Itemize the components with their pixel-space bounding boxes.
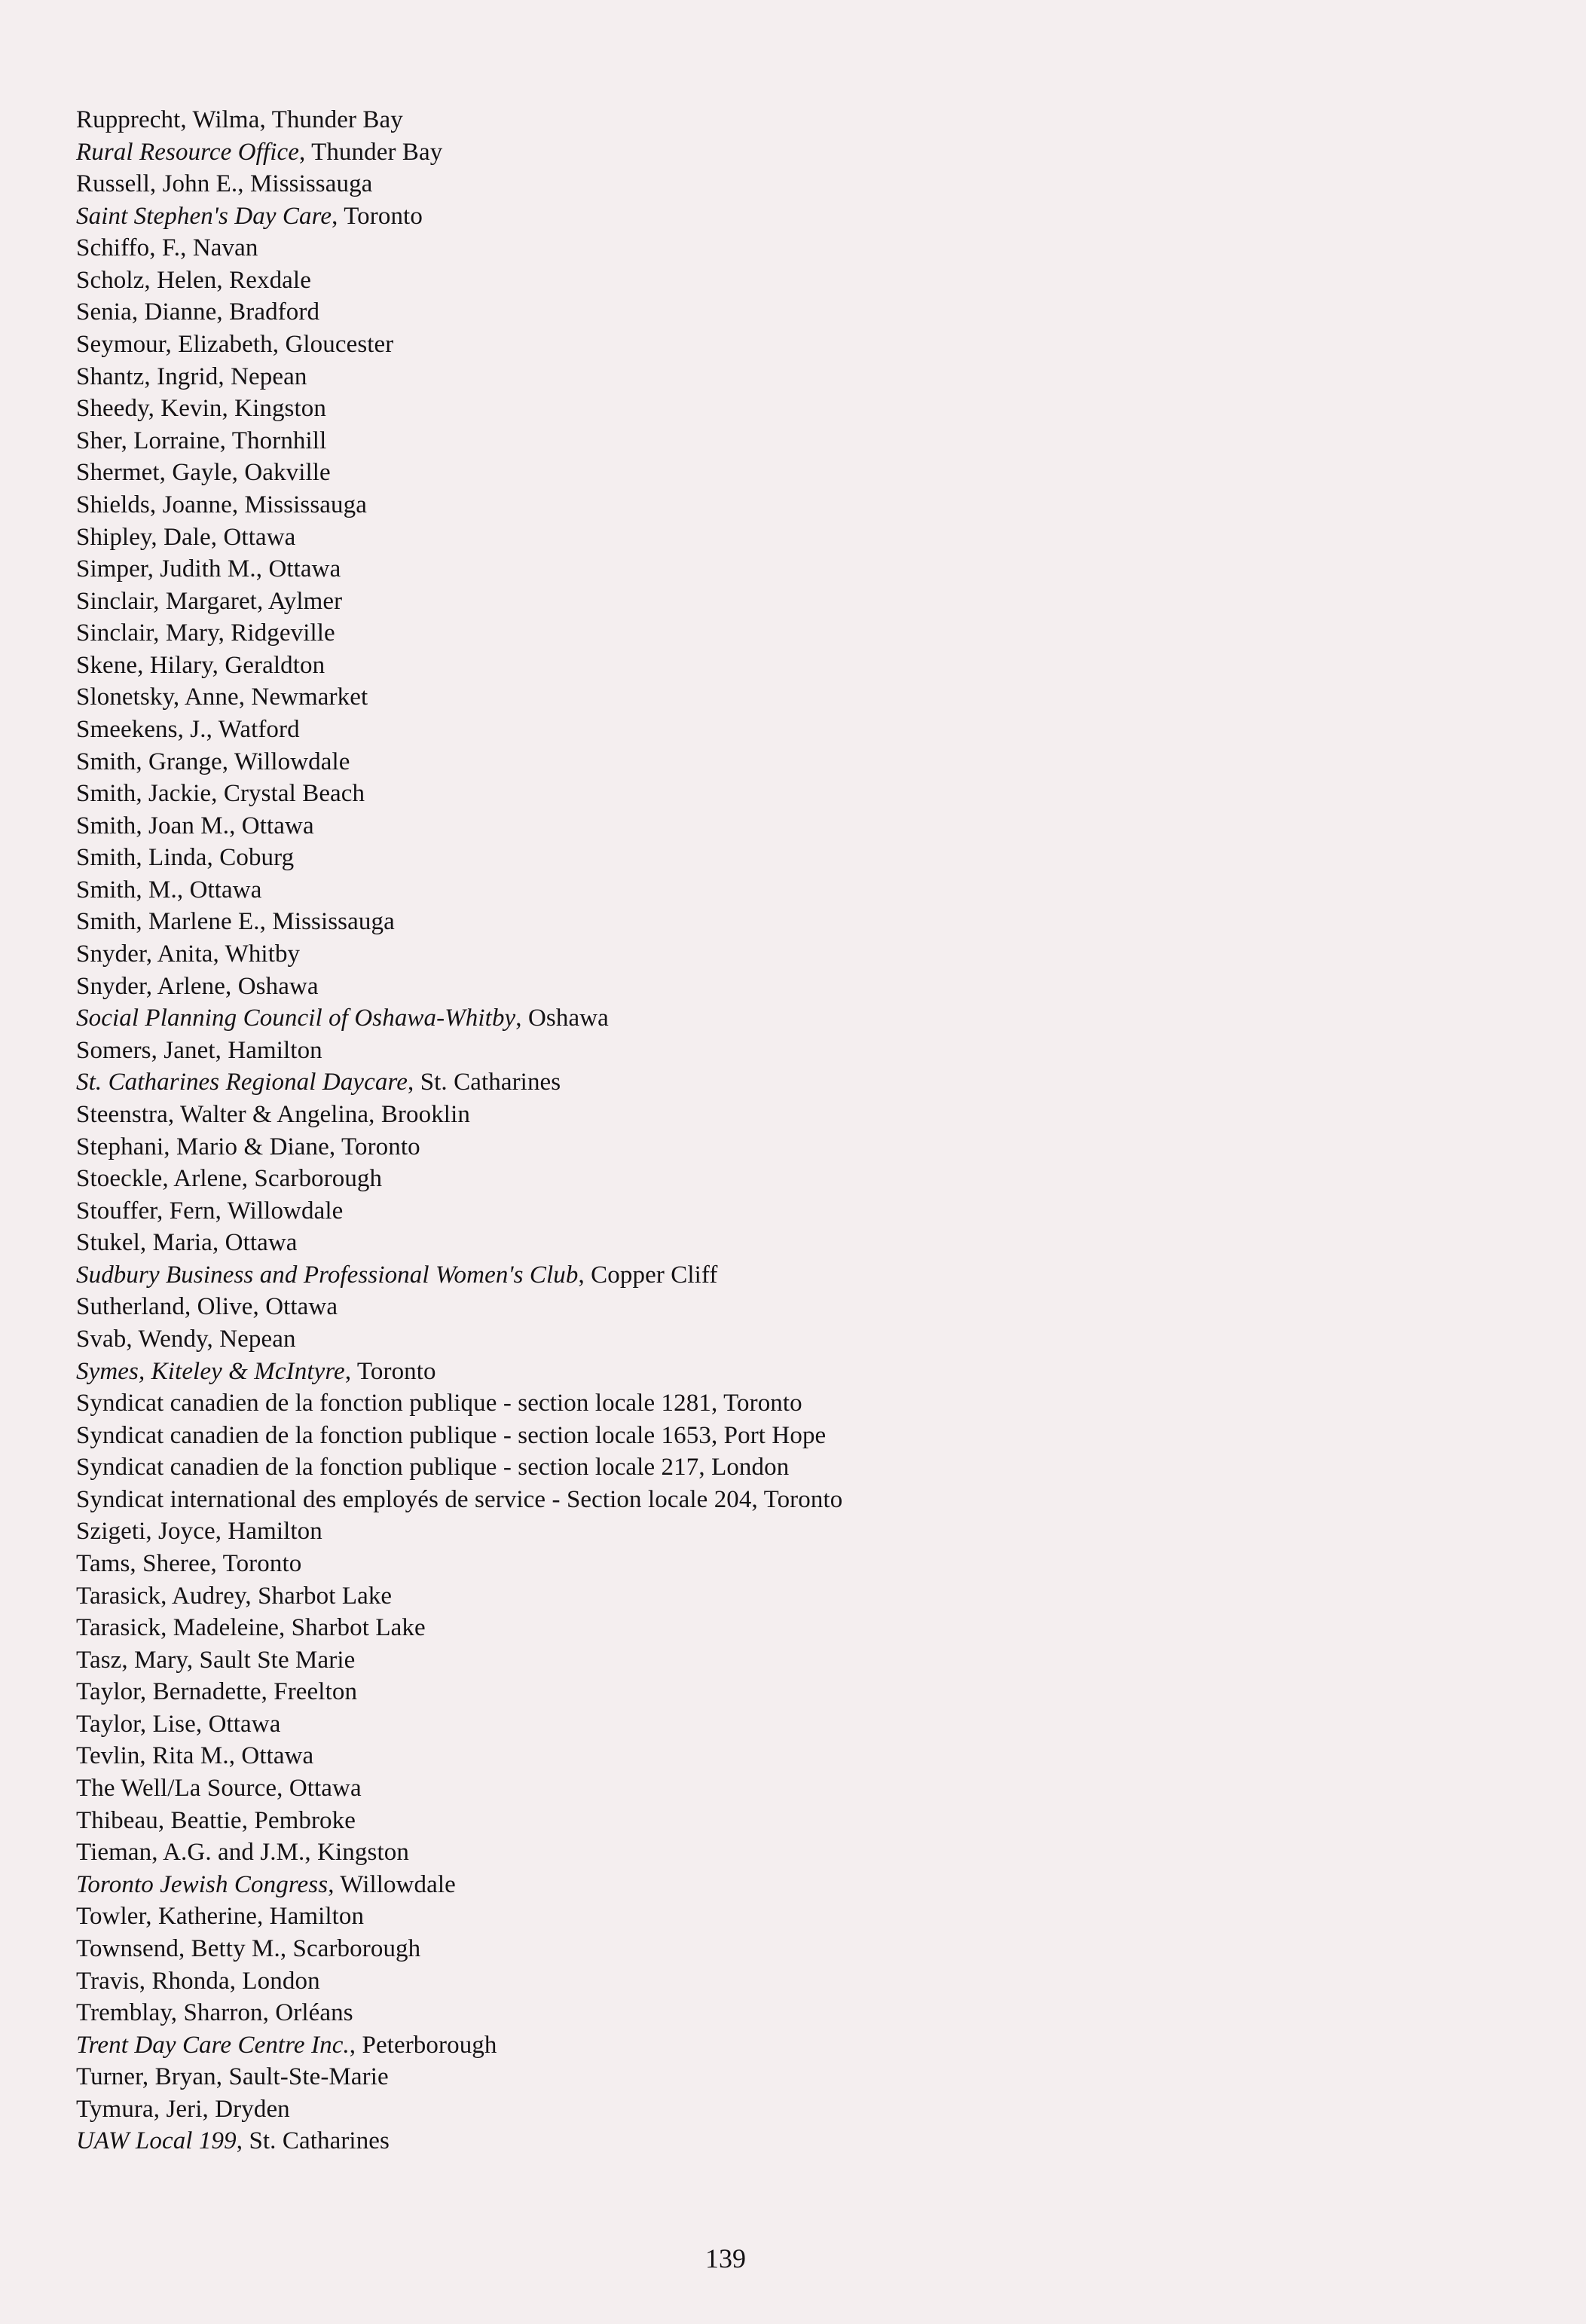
contributor-name: Syndicat canadien de la fonction publique - section locale 217 <box>76 1454 699 1482</box>
list-item: Stephani, Mario & Diane, Toronto <box>76 1133 420 1160</box>
contributor-name: Thibeau, Beattie <box>76 1806 242 1834</box>
contributor-location: Dryden <box>215 2095 290 2123</box>
list-item: Tremblay, Sharron, Orléans <box>76 1999 353 2027</box>
organization-name: Toronto Jewish Congress <box>76 1870 329 1898</box>
contributor-location: Ridgeville <box>231 619 335 647</box>
contributor-name: Schiffo, F. <box>76 234 181 262</box>
contributor-name: Smith, Grange <box>76 748 222 775</box>
contributor-name: Syndicat international des employés de service - Section locale 204 <box>76 1485 752 1513</box>
contributor-location: Scarborough <box>292 1934 421 1962</box>
contributor-name: Stouffer, Fern <box>76 1197 215 1225</box>
contributor-location: Sharbot Lake <box>291 1614 426 1642</box>
list-item: Toronto Jewish Congress, Willowdale <box>76 1870 456 1898</box>
contributor-location: St. Catharines <box>420 1069 561 1096</box>
contributor-location: Whitby <box>225 940 301 968</box>
list-item: Snyder, Anita, Whitby <box>76 940 301 968</box>
contributor-name: Stephani, Mario & Diane <box>76 1133 329 1160</box>
list-item: Scholz, Helen, Rexdale <box>76 266 311 294</box>
list-item: Stoeckle, Arlene, Scarborough <box>76 1165 383 1193</box>
list-item: Trent Day Care Centre Inc., Peterborough <box>76 2031 497 2059</box>
contributor-name: Syndicat canadien de la fonction publique - section locale 1653 <box>76 1421 711 1449</box>
contributor-name: Sinclair, Margaret <box>76 587 257 615</box>
list-item: Snyder, Arlene, Oshawa <box>76 972 319 1000</box>
contributor-name: The Well/La Source <box>76 1775 277 1803</box>
list-item: Symes, Kiteley & McIntyre, Toronto <box>76 1357 436 1385</box>
contributor-location: Kingston <box>317 1839 409 1867</box>
contributor-location: Nepean <box>219 1325 296 1353</box>
contributor-name: Sutherland, Olive <box>76 1293 253 1321</box>
contributor-location: London <box>242 1967 320 1995</box>
list-item: Simper, Judith M., Ottawa <box>76 555 341 583</box>
list-item: Sheedy, Kevin, Kingston <box>76 395 326 423</box>
contributor-location: Willowdale <box>227 1197 344 1225</box>
contributor-name: Smith, Linda <box>76 844 207 872</box>
contributor-name: Tarasick, Madeleine <box>76 1614 279 1642</box>
list-item: Sudbury Business and Professional Women's Club, Copper Cliff <box>76 1261 718 1289</box>
organization-name: Social Planning Council of Oshawa-Whitby <box>76 1005 516 1032</box>
contributor-name: Shantz, Ingrid <box>76 362 218 390</box>
contributor-list <box>76 104 1131 2157</box>
list-item: Schiffo, F., Navan <box>76 234 258 262</box>
list-item: Shantz, Ingrid, Nepean <box>76 362 307 390</box>
contributor-location: Hamilton <box>228 1518 322 1546</box>
contributor-name: Scholz, Helen <box>76 266 217 294</box>
contributor-name: Skene, Hilary <box>76 651 212 679</box>
contributor-location: Navan <box>192 234 258 262</box>
list-item: Rupprecht, Wilma, Thunder Bay <box>76 106 403 133</box>
list-item: Travis, Rhonda, London <box>76 1967 320 1995</box>
contributor-location: Toronto <box>763 1485 843 1513</box>
contributor-name: Somers, Janet <box>76 1036 215 1064</box>
list-item: Syndicat international des employés de service - Section locale 204, Toronto <box>76 1485 843 1513</box>
contributor-location: Pembroke <box>254 1806 356 1834</box>
contributor-location: Ottawa <box>225 1229 298 1257</box>
list-item: Steenstra, Walter & Angelina, Brooklin <box>76 1100 470 1128</box>
contributor-location: Freelton <box>274 1678 358 1706</box>
list-item: Taylor, Bernadette, Freelton <box>76 1678 358 1706</box>
organization-name: Rural Resource Office <box>76 138 299 166</box>
list-item: Turner, Bryan, Sault-Ste-Marie <box>76 2063 389 2091</box>
contributor-name: Taylor, Lise <box>76 1710 196 1738</box>
list-item: Shipley, Dale, Ottawa <box>76 523 296 551</box>
list-item: Tymura, Jeri, Dryden <box>76 2095 290 2123</box>
contributor-location: Ottawa <box>241 1742 314 1770</box>
list-item: Taylor, Lise, Ottawa <box>76 1710 281 1738</box>
list-item: Senia, Dianne, Bradford <box>76 298 320 326</box>
contributor-location: St. Catharines <box>249 2127 390 2155</box>
contributor-location: Port Hope <box>723 1421 827 1449</box>
contributor-location: Kingston <box>234 395 326 423</box>
contributor-location: Crystal Beach <box>223 780 365 808</box>
contributor-name: Snyder, Anita <box>76 940 213 968</box>
contributor-name: Tremblay, Sharron <box>76 1999 263 2027</box>
contributor-location: Ottawa <box>289 1775 362 1803</box>
contributor-name: Seymour, Elizabeth <box>76 331 273 359</box>
contributor-location: Coburg <box>219 844 295 872</box>
list-item: Smith, Marlene E., Mississauga <box>76 908 395 936</box>
contributor-name: Szigeti, Joyce <box>76 1518 215 1546</box>
list-item: Syndicat canadien de la fonction publique - section locale 1653, Port Hope <box>76 1421 827 1449</box>
contributor-location: London <box>711 1454 790 1482</box>
contributor-name: Shields, Joanne <box>76 491 232 518</box>
contributor-name: Tasz, Mary <box>76 1646 187 1674</box>
contributor-location: Thunder Bay <box>311 138 443 166</box>
list-item: Social Planning Council of Oshawa-Whitby, Oshawa <box>76 1005 609 1032</box>
contributor-location: Brooklin <box>380 1100 470 1128</box>
contributor-name: Turner, Bryan <box>76 2063 216 2091</box>
list-item: UAW Local 199, St. Catharines <box>76 2127 390 2155</box>
list-item: Slonetsky, Anne, Newmarket <box>76 683 368 711</box>
list-item: Smith, Grange, Willowdale <box>76 748 350 775</box>
contributor-name: Smeekens, J. <box>76 715 206 743</box>
contributor-location: Toronto <box>356 1357 436 1385</box>
list-item: St. Catharines Regional Daycare, St. Catharines <box>76 1069 561 1096</box>
list-item: Smith, M., Ottawa <box>76 876 262 904</box>
contributor-name: Travis, Rhonda <box>76 1967 230 1995</box>
contributor-location: Ottawa <box>223 523 296 551</box>
contributor-location: Sharbot Lake <box>258 1582 393 1610</box>
contributor-location: Geraldton <box>225 651 325 679</box>
contributor-name: Taylor, Bernadette <box>76 1678 261 1706</box>
contributor-location: Sault-Ste-Marie <box>228 2063 389 2091</box>
contributor-name: Townsend, Betty M. <box>76 1934 280 1962</box>
contributor-location: Willowdale <box>234 748 350 775</box>
list-item: Sinclair, Mary, Ridgeville <box>76 619 335 647</box>
contributor-name: Shermet, Gayle <box>76 459 232 487</box>
contributor-name: Tarasick, Audrey <box>76 1582 246 1610</box>
list-item: Skene, Hilary, Geraldton <box>76 651 325 679</box>
organization-name: UAW Local 199 <box>76 2127 237 2155</box>
contributor-location: Nepean <box>231 362 307 390</box>
contributor-location: Toronto <box>341 1133 420 1160</box>
contributor-location: Mississauga <box>272 908 395 936</box>
contributor-location: Peterborough <box>362 2031 497 2059</box>
contributor-name: Smith, Joan M. <box>76 812 230 839</box>
contributor-location: Thornhill <box>231 427 327 454</box>
contributor-name: Syndicat canadien de la fonction publique - section locale 1281 <box>76 1390 711 1417</box>
contributor-location: Toronto <box>723 1390 802 1417</box>
list-item: Shermet, Gayle, Oakville <box>76 459 331 487</box>
list-item: Tasz, Mary, Sault Ste Marie <box>76 1646 356 1674</box>
contributor-name: Towler, Katherine <box>76 1903 257 1931</box>
contributor-name: Slonetsky, Anne <box>76 683 239 711</box>
contributor-name: Stoeckle, Arlene <box>76 1165 242 1193</box>
contributor-name: Smith, M. <box>76 876 177 904</box>
contributor-location: Ottawa <box>208 1710 281 1738</box>
organization-name: Trent Day Care Centre Inc. <box>76 2031 350 2059</box>
contributor-name: Snyder, Arlene <box>76 972 226 1000</box>
contributor-name: Steenstra, Walter & Angelina <box>76 1100 369 1128</box>
list-item: Tarasick, Audrey, Sharbot Lake <box>76 1582 393 1610</box>
organization-name: Sudbury Business and Professional Women's Club <box>76 1261 579 1289</box>
contributor-location: Rexdale <box>229 266 311 294</box>
contributor-name: Stukel, Maria <box>76 1229 212 1257</box>
contributor-location: Oshawa <box>237 972 319 1000</box>
list-item: Thibeau, Beattie, Pembroke <box>76 1806 356 1834</box>
contributor-location: Ottawa <box>268 555 341 583</box>
list-item: Somers, Janet, Hamilton <box>76 1036 322 1064</box>
list-item: Szigeti, Joyce, Hamilton <box>76 1518 322 1546</box>
organization-name: Saint Stephen's Day Care <box>76 202 332 230</box>
list-item: Rural Resource Office, Thunder Bay <box>76 138 443 166</box>
contributor-location: Scarborough <box>254 1165 383 1193</box>
contributor-location: Thunder Bay <box>271 106 403 133</box>
list-item: The Well/La Source, Ottawa <box>76 1775 362 1803</box>
contributor-location: Ottawa <box>241 812 314 839</box>
contributor-name: Simper, Judith M. <box>76 555 256 583</box>
contributor-name: Sheedy, Kevin <box>76 395 222 423</box>
list-item: Sinclair, Margaret, Aylmer <box>76 587 343 615</box>
contributor-name: Shipley, Dale <box>76 523 211 551</box>
list-item: Stouffer, Fern, Willowdale <box>76 1197 344 1225</box>
contributor-location: Bradford <box>229 298 320 326</box>
list-item: Smith, Jackie, Crystal Beach <box>76 780 365 808</box>
contributor-location: Orléans <box>275 1999 353 2027</box>
list-item: Tams, Sheree, Toronto <box>76 1550 302 1578</box>
list-item: Russell, John E., Mississauga <box>76 170 373 198</box>
contributor-name: Rupprecht, Wilma <box>76 106 260 133</box>
contributor-location: Gloucester <box>285 331 394 359</box>
contributor-name: Sinclair, Mary <box>76 619 218 647</box>
contributor-name: Svab, Wendy <box>76 1325 207 1353</box>
contributor-location: Mississauga <box>249 170 373 198</box>
list-item: Smith, Joan M., Ottawa <box>76 812 314 839</box>
list-item: Tieman, A.G. and J.M., Kingston <box>76 1839 409 1867</box>
list-item: Shields, Joanne, Mississauga <box>76 491 367 518</box>
list-item: Svab, Wendy, Nepean <box>76 1325 296 1353</box>
list-item: Tarasick, Madeleine, Sharbot Lake <box>76 1614 426 1642</box>
contributor-name: Sher, Lorraine <box>76 427 220 454</box>
page-number: 139 <box>705 2243 746 2274</box>
list-item: Towler, Katherine, Hamilton <box>76 1903 365 1931</box>
contributor-name: Tieman, A.G. and J.M. <box>76 1839 305 1867</box>
list-item: Syndicat canadien de la fonction publique - section locale 1281, Toronto <box>76 1390 802 1417</box>
contributor-location: Ottawa <box>189 876 262 904</box>
list-item: Tevlin, Rita M., Ottawa <box>76 1742 314 1770</box>
contributor-location: Newmarket <box>251 683 368 711</box>
contributor-location: Mississauga <box>244 491 367 518</box>
list-item: Sher, Lorraine, Thornhill <box>76 427 327 454</box>
list-item: Syndicat canadien de la fonction publique - section locale 217, London <box>76 1454 790 1482</box>
contributor-name: Russell, John E. <box>76 170 238 198</box>
contributor-location: Oakville <box>244 459 331 487</box>
contributor-name: Smith, Jackie <box>76 780 212 808</box>
contributor-location: Toronto <box>222 1550 302 1578</box>
contributor-location: Hamilton <box>228 1036 322 1064</box>
list-item: Smith, Linda, Coburg <box>76 844 295 872</box>
list-item: Stukel, Maria, Ottawa <box>76 1229 298 1257</box>
list-item: Saint Stephen's Day Care, Toronto <box>76 202 423 230</box>
contributor-name: Tevlin, Rita M. <box>76 1742 229 1770</box>
contributor-location: Oshawa <box>528 1005 609 1032</box>
contributor-name: Senia, Dianne <box>76 298 217 326</box>
list-item: Townsend, Betty M., Scarborough <box>76 1934 421 1962</box>
contributor-location: Aylmer <box>267 587 343 615</box>
contributor-name: Tymura, Jeri <box>76 2095 203 2123</box>
contributor-location: Toronto <box>344 202 423 230</box>
contributor-location: Willowdale <box>340 1870 456 1898</box>
list-item: Seymour, Elizabeth, Gloucester <box>76 331 394 359</box>
list-item: Smeekens, J., Watford <box>76 715 300 743</box>
contributor-location: Ottawa <box>265 1293 338 1321</box>
contributor-location: Hamilton <box>269 1903 365 1931</box>
list-item: Sutherland, Olive, Ottawa <box>76 1293 338 1321</box>
contributor-name: Smith, Marlene E. <box>76 908 260 936</box>
organization-name: Symes, Kiteley & McIntyre <box>76 1357 345 1385</box>
contributor-location: Sault Ste Marie <box>199 1646 356 1674</box>
contributor-name: Tams, Sheree <box>76 1550 211 1578</box>
contributor-location: Copper Cliff <box>591 1261 718 1289</box>
contributor-location: Watford <box>218 715 300 743</box>
organization-name: St. Catharines Regional Daycare <box>76 1069 408 1096</box>
